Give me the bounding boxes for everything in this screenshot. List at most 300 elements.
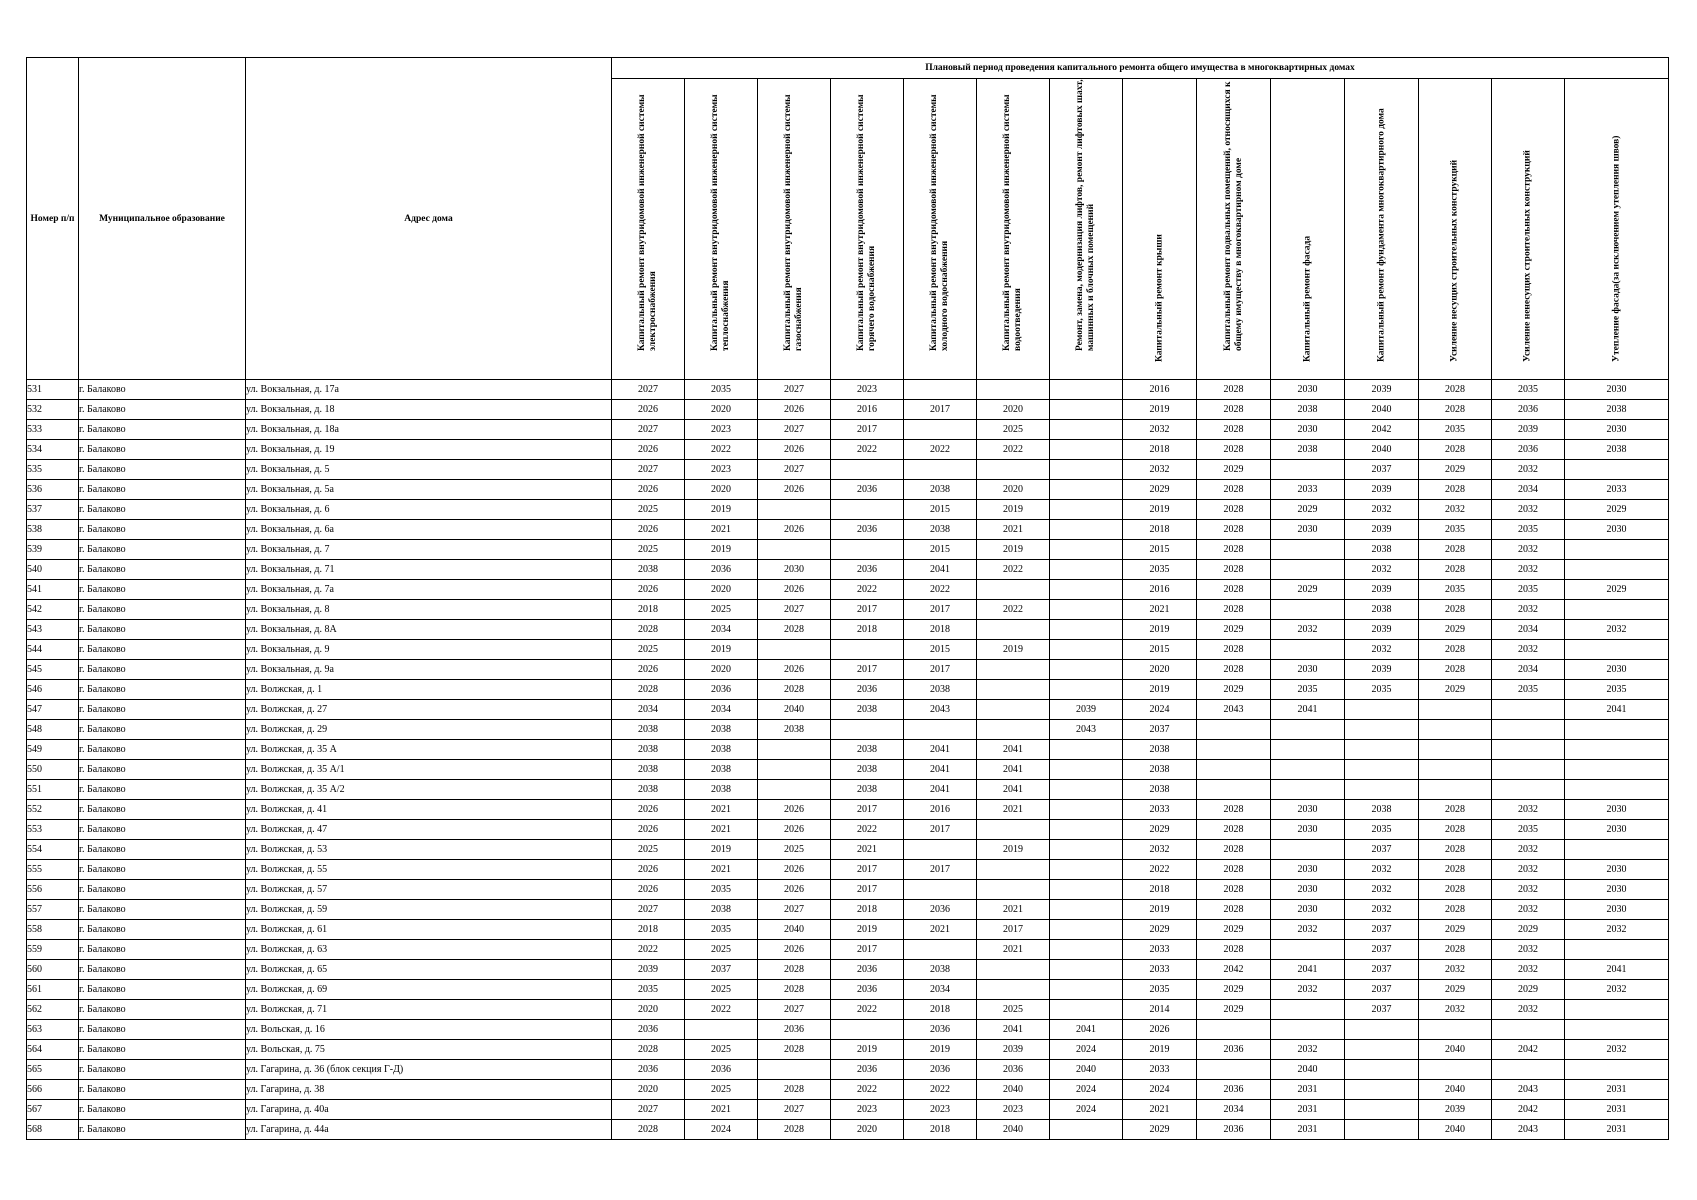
year-cell: 2039 [1492, 420, 1565, 440]
year-cell: 2021 [1123, 600, 1197, 620]
address-cell: ул. Вольская, д. 16 [246, 1020, 612, 1040]
year-cell: 2038 [612, 740, 685, 760]
year-cell: 2033 [1565, 480, 1669, 500]
year-cell: 2014 [1123, 1000, 1197, 1020]
year-cell: 2028 [1197, 520, 1271, 540]
year-cell: 2028 [1197, 600, 1271, 620]
year-cell: 2016 [1123, 580, 1197, 600]
year-cell: 2019 [685, 640, 758, 660]
year-cell: 2020 [977, 400, 1050, 420]
year-cell: 2022 [977, 440, 1050, 460]
year-cell [977, 460, 1050, 480]
year-cell: 2036 [1197, 1120, 1271, 1140]
year-cell: 2032 [1123, 420, 1197, 440]
year-cell: 2036 [831, 480, 904, 500]
year-cell: 2032 [1345, 500, 1419, 520]
year-cell [1271, 540, 1345, 560]
year-cell: 2040 [1419, 1040, 1492, 1060]
municipality-cell: г. Балаково [79, 660, 246, 680]
year-cell: 2021 [685, 860, 758, 880]
address-cell: ул. Вокзальная, д. 17а [246, 380, 612, 400]
row-number: 541 [27, 580, 79, 600]
municipality-cell: г. Балаково [79, 920, 246, 940]
year-cell [1419, 700, 1492, 720]
year-cell: 2015 [904, 500, 977, 520]
year-cell: 2022 [904, 440, 977, 460]
year-cell [1419, 740, 1492, 760]
table-row [27, 520, 1669, 540]
table-row [27, 440, 1669, 460]
year-cell: 2018 [1123, 880, 1197, 900]
row-number: 539 [27, 540, 79, 560]
year-cell: 2019 [977, 540, 1050, 560]
year-cell: 2030 [1565, 820, 1669, 840]
year-cell: 2033 [1123, 960, 1197, 980]
year-cell: 2032 [1345, 900, 1419, 920]
year-cell: 2035 [1492, 680, 1565, 700]
year-cell: 2025 [685, 940, 758, 960]
year-cell [1565, 840, 1669, 860]
address-cell: ул. Волжская, д. 29 [246, 720, 612, 740]
year-cell [977, 580, 1050, 600]
year-cell: 2036 [831, 520, 904, 540]
year-cell: 2026 [758, 800, 831, 820]
year-cell: 2030 [1565, 860, 1669, 880]
year-cell: 2037 [1345, 1000, 1419, 1020]
address-cell: ул. Волжская, д. 61 [246, 920, 612, 940]
year-cell: 2043 [1050, 720, 1123, 740]
year-cell [1345, 1040, 1419, 1060]
year-cell: 2043 [1492, 1080, 1565, 1100]
year-cell: 2032 [1123, 460, 1197, 480]
year-cell: 2034 [685, 620, 758, 640]
year-cell: 2037 [1345, 840, 1419, 860]
year-cell: 2019 [1123, 680, 1197, 700]
year-cell: 2022 [831, 820, 904, 840]
year-cell: 2029 [1419, 620, 1492, 640]
year-cell [1050, 980, 1123, 1000]
year-cell: 2035 [1123, 980, 1197, 1000]
year-cell: 2019 [1123, 1040, 1197, 1060]
header-work-type-3 [758, 79, 831, 380]
year-cell [1565, 540, 1669, 560]
year-cell [1492, 720, 1565, 740]
year-cell: 2021 [685, 1100, 758, 1120]
year-cell: 2031 [1271, 1120, 1345, 1140]
year-cell: 2042 [1492, 1040, 1565, 1060]
year-cell: 2035 [685, 380, 758, 400]
year-cell [1345, 1080, 1419, 1100]
year-cell: 2036 [1197, 1040, 1271, 1060]
year-cell: 2030 [1565, 380, 1669, 400]
year-cell: 2040 [1050, 1060, 1123, 1080]
header-work-type-7 [1050, 79, 1123, 380]
year-cell: 2041 [977, 780, 1050, 800]
year-cell [1050, 800, 1123, 820]
year-cell: 2018 [831, 900, 904, 920]
year-cell: 2028 [1419, 880, 1492, 900]
row-number: 543 [27, 620, 79, 640]
address-cell: ул. Вокзальная, д. 6а [246, 520, 612, 540]
year-cell [1345, 780, 1419, 800]
year-cell: 2038 [1345, 540, 1419, 560]
year-cell: 2028 [1197, 560, 1271, 580]
year-cell: 2024 [685, 1120, 758, 1140]
year-cell: 2030 [1565, 800, 1669, 820]
year-cell: 2016 [904, 800, 977, 820]
row-number: 557 [27, 900, 79, 920]
year-cell [1345, 740, 1419, 760]
year-cell: 2034 [1197, 1100, 1271, 1120]
year-cell: 2026 [612, 820, 685, 840]
year-cell [831, 640, 904, 660]
table-row [27, 860, 1669, 880]
year-cell: 2017 [831, 800, 904, 820]
address-cell: ул. Волжская, д. 53 [246, 840, 612, 860]
year-cell [904, 940, 977, 960]
year-cell [1050, 780, 1123, 800]
year-cell: 2018 [831, 620, 904, 640]
year-cell: 2029 [1197, 680, 1271, 700]
year-cell: 2035 [1492, 380, 1565, 400]
year-cell: 2031 [1565, 1120, 1669, 1140]
year-cell: 2036 [831, 1060, 904, 1080]
year-cell: 2025 [758, 840, 831, 860]
header-work-type-label: Ремонт, замена, модернизация лифтов, ремонт лифтовых шахт, машинных и блочных помещений [1075, 79, 1096, 351]
year-cell [1197, 720, 1271, 740]
header-work-type-9 [1197, 79, 1271, 380]
year-cell: 2026 [758, 820, 831, 840]
row-number: 540 [27, 560, 79, 580]
table-row [27, 660, 1669, 680]
table-header [27, 58, 1669, 380]
header-work-type-label: Усиление несущих строительных конструкций [1449, 159, 1460, 362]
year-cell: 2031 [1271, 1100, 1345, 1120]
address-cell: ул. Гагарина, д. 44а [246, 1120, 612, 1140]
year-cell [1565, 600, 1669, 620]
year-cell: 2032 [1271, 920, 1345, 940]
row-number: 544 [27, 640, 79, 660]
year-cell: 2038 [1565, 400, 1669, 420]
year-cell: 2019 [977, 840, 1050, 860]
year-cell: 2028 [1419, 480, 1492, 500]
year-cell: 2027 [758, 1000, 831, 1020]
year-cell: 2041 [1050, 1020, 1123, 1040]
year-cell [1050, 1120, 1123, 1140]
year-cell: 2031 [1565, 1080, 1669, 1100]
year-cell: 2036 [831, 980, 904, 1000]
municipality-cell: г. Балаково [79, 480, 246, 500]
year-cell: 2038 [685, 740, 758, 760]
year-cell: 2040 [758, 700, 831, 720]
year-cell: 2036 [831, 680, 904, 700]
year-cell: 2035 [612, 980, 685, 1000]
year-cell [1271, 780, 1345, 800]
year-cell [977, 960, 1050, 980]
capital-repair-table [26, 57, 1669, 1140]
municipality-cell: г. Балаково [79, 820, 246, 840]
year-cell: 2027 [612, 1100, 685, 1120]
year-cell: 2032 [1492, 600, 1565, 620]
address-cell: ул. Волжская, д. 65 [246, 960, 612, 980]
municipality-cell: г. Балаково [79, 840, 246, 860]
year-cell: 2034 [612, 700, 685, 720]
year-cell [1050, 880, 1123, 900]
year-cell: 2038 [685, 720, 758, 740]
year-cell: 2015 [904, 640, 977, 660]
year-cell: 2028 [1197, 900, 1271, 920]
year-cell: 2026 [758, 880, 831, 900]
table-row [27, 760, 1669, 780]
year-cell: 2028 [1197, 480, 1271, 500]
table-row [27, 1020, 1669, 1040]
year-cell: 2036 [1492, 400, 1565, 420]
year-cell: 2017 [831, 940, 904, 960]
year-cell [1565, 780, 1669, 800]
municipality-cell: г. Балаково [79, 460, 246, 480]
year-cell: 2028 [1419, 820, 1492, 840]
year-cell: 2038 [831, 760, 904, 780]
address-cell: ул. Вокзальная, д. 71 [246, 560, 612, 580]
year-cell: 2018 [1123, 440, 1197, 460]
year-cell [831, 500, 904, 520]
year-cell [1050, 500, 1123, 520]
year-cell: 2025 [977, 420, 1050, 440]
year-cell [904, 720, 977, 740]
year-cell: 2037 [1123, 720, 1197, 740]
year-cell: 2038 [612, 720, 685, 740]
year-cell: 2028 [1197, 540, 1271, 560]
year-cell: 2016 [1123, 380, 1197, 400]
year-cell: 2038 [1123, 740, 1197, 760]
year-cell: 2027 [758, 380, 831, 400]
year-cell: 2019 [831, 920, 904, 940]
address-cell: ул. Вокзальная, д. 6 [246, 500, 612, 520]
header-work-type-label: Капитальный ремонт внутридомовой инженерной системы теплоснабжения [710, 94, 731, 351]
municipality-cell: г. Балаково [79, 1060, 246, 1080]
year-cell [1565, 760, 1669, 780]
year-cell: 2038 [1345, 800, 1419, 820]
year-cell: 2026 [758, 400, 831, 420]
address-cell: ул. Вокзальная, д. 9а [246, 660, 612, 680]
year-cell: 2027 [758, 460, 831, 480]
year-cell: 2028 [758, 960, 831, 980]
table-row [27, 1080, 1669, 1100]
year-cell: 2033 [1123, 940, 1197, 960]
year-cell: 2032 [1345, 880, 1419, 900]
year-cell [1565, 460, 1669, 480]
year-cell: 2038 [1123, 760, 1197, 780]
year-cell: 2043 [1197, 700, 1271, 720]
year-cell: 2028 [1197, 400, 1271, 420]
table-row [27, 460, 1669, 480]
year-cell: 2028 [1419, 380, 1492, 400]
year-cell: 2029 [1419, 920, 1492, 940]
year-cell: 2026 [612, 520, 685, 540]
year-cell [1050, 480, 1123, 500]
year-cell [831, 540, 904, 560]
year-cell [1050, 820, 1123, 840]
municipality-cell: г. Балаково [79, 800, 246, 820]
year-cell: 2020 [685, 580, 758, 600]
table-row [27, 780, 1669, 800]
year-cell: 2032 [1419, 1000, 1492, 1020]
municipality-cell: г. Балаково [79, 1100, 246, 1120]
year-cell: 2024 [1050, 1040, 1123, 1060]
year-cell [1050, 860, 1123, 880]
year-cell: 2028 [1197, 500, 1271, 520]
year-cell: 2032 [1565, 620, 1669, 640]
year-cell: 2039 [1419, 1100, 1492, 1120]
year-cell: 2026 [758, 440, 831, 460]
year-cell: 2028 [1197, 840, 1271, 860]
year-cell: 2029 [1197, 980, 1271, 1000]
year-cell: 2026 [758, 580, 831, 600]
year-cell [1419, 1060, 1492, 1080]
year-cell: 2039 [1345, 580, 1419, 600]
year-cell: 2019 [1123, 500, 1197, 520]
year-cell [904, 880, 977, 900]
year-cell: 2032 [1492, 840, 1565, 860]
table-row [27, 1060, 1669, 1080]
year-cell [1271, 840, 1345, 860]
table-row [27, 1120, 1669, 1140]
year-cell: 2018 [612, 600, 685, 620]
year-cell: 2020 [977, 480, 1050, 500]
year-cell [1271, 1020, 1345, 1040]
year-cell: 2020 [1123, 660, 1197, 680]
year-cell [1419, 720, 1492, 740]
year-cell: 2039 [1050, 700, 1123, 720]
address-cell: ул. Вокзальная, д. 5 [246, 460, 612, 480]
year-cell: 2038 [1271, 440, 1345, 460]
year-cell: 2026 [612, 480, 685, 500]
year-cell: 2026 [612, 800, 685, 820]
year-cell: 2029 [1123, 820, 1197, 840]
year-cell [1050, 1000, 1123, 1020]
address-cell: ул. Вокзальная, д. 19 [246, 440, 612, 460]
year-cell: 2022 [977, 600, 1050, 620]
year-cell: 2028 [758, 1040, 831, 1060]
year-cell [1271, 760, 1345, 780]
year-cell: 2018 [904, 620, 977, 640]
year-cell: 2032 [1492, 1000, 1565, 1020]
table-row [27, 380, 1669, 400]
year-cell: 2032 [1492, 460, 1565, 480]
year-cell [758, 500, 831, 520]
year-cell: 2032 [1271, 980, 1345, 1000]
year-cell [977, 660, 1050, 680]
year-cell: 2038 [685, 900, 758, 920]
year-cell: 2019 [1123, 620, 1197, 640]
year-cell: 2035 [1345, 680, 1419, 700]
year-cell: 2027 [612, 420, 685, 440]
header-work-type-label: Капитальный ремонт подвальных помещений, относящихся к общему имуществу в многоквартирном доме [1222, 81, 1244, 351]
year-cell [977, 680, 1050, 700]
year-cell [1345, 760, 1419, 780]
year-cell: 2027 [758, 420, 831, 440]
year-cell: 2017 [831, 660, 904, 680]
year-cell [831, 460, 904, 480]
year-cell [1050, 740, 1123, 760]
year-cell: 2029 [1565, 580, 1669, 600]
year-cell [1050, 600, 1123, 620]
year-cell: 2025 [612, 540, 685, 560]
year-cell [758, 1060, 831, 1080]
year-cell: 2041 [904, 780, 977, 800]
header-work-type-label: Утепление фасада(за исключением утепления швов) [1611, 135, 1621, 362]
year-cell: 2028 [1197, 420, 1271, 440]
year-cell: 2026 [758, 480, 831, 500]
year-cell: 2030 [758, 560, 831, 580]
year-cell: 2028 [1197, 640, 1271, 660]
year-cell: 2017 [831, 860, 904, 880]
year-cell: 2017 [831, 420, 904, 440]
row-number: 566 [27, 1080, 79, 1100]
year-cell: 2035 [1123, 560, 1197, 580]
year-cell [1492, 760, 1565, 780]
year-cell: 2032 [1345, 640, 1419, 660]
year-cell: 2024 [1050, 1100, 1123, 1120]
year-cell: 2017 [831, 600, 904, 620]
header-work-type-label: Капитальный ремонт фундамента многоквартирного дома [1376, 108, 1386, 362]
year-cell: 2031 [1565, 1100, 1669, 1120]
year-cell: 2015 [1123, 640, 1197, 660]
year-cell [1050, 400, 1123, 420]
year-cell [977, 380, 1050, 400]
row-number: 561 [27, 980, 79, 1000]
year-cell: 2042 [1492, 1100, 1565, 1120]
year-cell: 2021 [685, 800, 758, 820]
year-cell: 2030 [1271, 800, 1345, 820]
year-cell: 2032 [1492, 540, 1565, 560]
year-cell: 2033 [1123, 800, 1197, 820]
municipality-cell: г. Балаково [79, 520, 246, 540]
year-cell: 2036 [612, 1060, 685, 1080]
year-cell: 2028 [1419, 940, 1492, 960]
header-work-type-2 [685, 79, 758, 380]
year-cell: 2028 [758, 620, 831, 640]
row-number: 538 [27, 520, 79, 540]
year-cell [1050, 620, 1123, 640]
year-cell: 2032 [1492, 940, 1565, 960]
year-cell: 2036 [685, 1060, 758, 1080]
header-work-type-5 [904, 79, 977, 380]
year-cell: 2032 [1271, 620, 1345, 640]
year-cell: 2026 [758, 660, 831, 680]
year-cell: 2027 [612, 900, 685, 920]
year-cell: 2041 [977, 1020, 1050, 1040]
year-cell [1197, 1060, 1271, 1080]
row-number: 545 [27, 660, 79, 680]
year-cell: 2029 [1419, 460, 1492, 480]
year-cell: 2020 [612, 1080, 685, 1100]
municipality-cell: г. Балаково [79, 400, 246, 420]
year-cell [831, 1020, 904, 1040]
year-cell [1271, 560, 1345, 580]
address-cell: ул. Вокзальная, д. 18 [246, 400, 612, 420]
year-cell: 2036 [1197, 1080, 1271, 1100]
header-planned-period: Плановый период проведения капитального ремонта общего имущества в многоквартирных домах [612, 58, 1669, 79]
header-row-group [27, 58, 1669, 79]
year-cell: 2019 [977, 500, 1050, 520]
year-cell: 2020 [612, 1000, 685, 1020]
year-cell: 2017 [831, 880, 904, 900]
municipality-cell: г. Балаково [79, 700, 246, 720]
year-cell: 2028 [1197, 380, 1271, 400]
header-work-type-label: Усиление ненесущих строительных конструкций [1522, 150, 1533, 362]
table-row [27, 500, 1669, 520]
